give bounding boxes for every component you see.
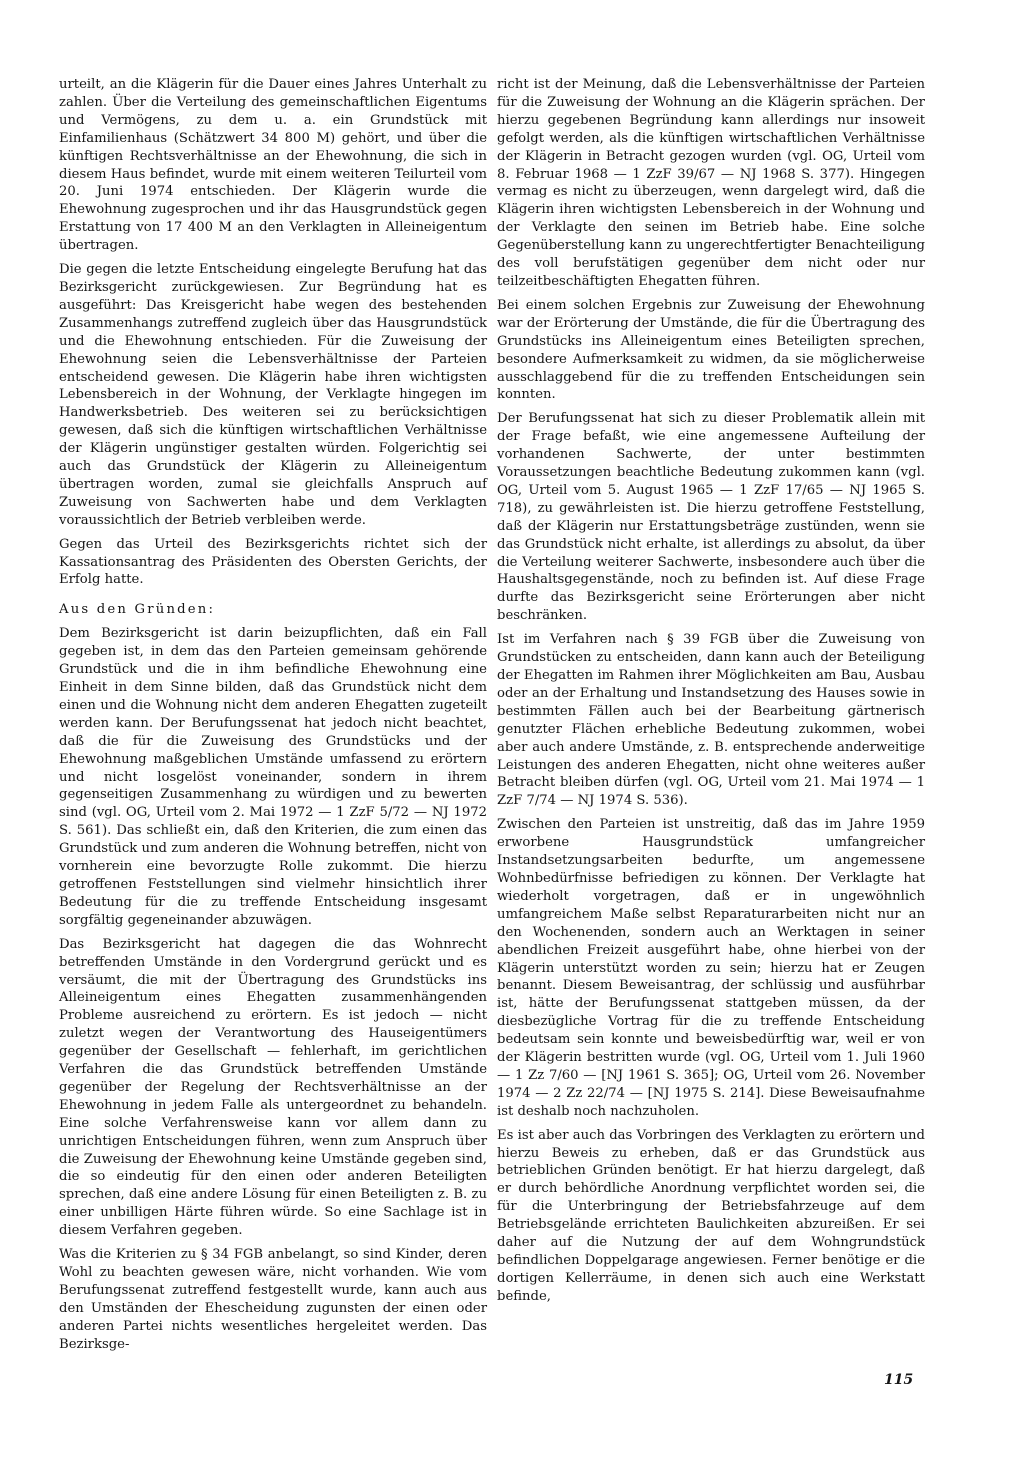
paragraph: Dem Bezirksgericht ist darin beizupflichten, daß ein Fall gegeben ist, in dem das den Parteien gemeinsam gehörende Grundstück und die in ihm befindliche Ehewohnung eine Einheit in dem Sinne bilden, daß das Grundstück nicht dem einen und die Wohnung nicht dem anderen Ehegatten zugeteilt werden kann. Der Berufungssenat hat jedoch nicht beachtet, daß die für die Zuweisung des Grundstücks und der Ehewohnung maßgeblichen Umstände umfassend zu erörtern und nicht losgelöst voneinander, sondern in ihrem gegenseitigen Zusammenhang zu würdigen und zu bewerten sind (vgl. OG, Urteil vom 2. Mai 1972 — 1 ZzF 5/72 — NJ 1972 S. 561). Das schließt ein, daß den Kriterien, die zum einen das Grundstück und zum anderen die Wohnung betreffen, nicht von vornherein eine bevorzugte Rolle zukommt. Die hierzu getroffenen Feststellungen sind vielmehr hinsichtlich ihrer Bedeutung für die zu treffende Entscheidung insgesamt sorgfältig gegeneinander abzuwägen. — [59, 626, 487, 928]
paragraph: Es ist aber auch das Vorbringen des Verklagten zu erörtern und hierzu Beweis zu erheben, daß er das Grundstück aus betrieblichen Gründen benötigt. Er hat hierzu dargelegt, daß er durch behördliche Anordnung verpflichtet worden sei, die für die Unterbringung der Betriebsfahrzeuge auf dem Betriebsgelände errichteten Baulichkeiten abzureißen. Er sei daher auf die Nutzung der auf dem Wohngrundstück befindlichen Doppelgarage angewiesen. Ferner benötige er die dortigen Kellerräume, in denen sich auch eine Werkstatt befinde, — [497, 1127, 925, 1304]
right-column — [497, 76, 925, 1312]
paragraph: Die gegen die letzte Entscheidung eingelegte Berufung hat das Bezirksgericht zurückgewiesen. Zur Begründung hat es ausgeführt: Das Kreisgericht habe wegen des bestehenden Zusammenhangs zutreffend zugleich über das Hausgrundstück und die Ehewohnung entschieden. Für die Zuweisung der Ehewohnung seien die Lebensverhältnisse der Parteien entscheidend gewesen. Die Klägerin habe ihren wichtigsten Lebensbereich in der Wohnung, der Verklagte hingegen im Handwerksbetrieb. Des weiteren sei zu berücksichtigen gewesen, daß sich die künftigen wirtschaftlichen Verhältnisse der Klägerin ungünstiger gestalten würden. Folgerichtig sei auch das Grundstück der Klägerin zu Alleineigentum übertragen worden, zumal sie gleichfalls Anspruch auf Zuweisung von Sachwerten habe und dem Verklagten voraussichtlich der Betrieb verbleiben werde. — [59, 262, 487, 528]
paragraph: Zwischen den Parteien ist unstreitig, daß das im Jahre 1959 erworbene Hausgrundstück umfangreicher Instandsetzungsarbeiten bedurfte, um angemessene Wohnbedürfnisse befriedigen zu können. Der Verklagte hat wiederholt vorgetragen, daß er in ungewöhnlich umfangreichem Maße selbst Reparaturarbeiten nicht nur an den Wochenenden, sondern auch an Werktagen in seiner abendlichen Freizeit ausgeführt habe, ohne hierbei von der Klägerin unterstützt worden zu sein; hierzu hat er Zeugen benannt. Diesem Beweisantrag, der schlüssig und ausführbar ist, hätte der Berufungssenat stattgeben müssen, da der diesbezügliche Vortrag für die zu treffende Entscheidung bedeutsam sein konnte und beweisbedürftig war, weil er von der Klägerin bestritten wurde (vgl. OG, Urteil vom 1. Juli 1960 — 1 Zz 7/60 — [NJ 1961 S. 365]; OG, Urteil vom 26. November 1974 — 2 Zz 22/74 — [NJ 1975 S. 214]. Diese Beweisaufnahme ist deshalb noch nachzuholen. — [497, 817, 925, 1119]
left-column — [59, 76, 487, 1360]
paragraph: Gegen das Urteil des Bezirksgerichts richtet sich der Kassationsantrag des Präsidenten des Obersten Gerichts, der Erfolg hatte. — [59, 536, 487, 588]
paragraph: urteilt, an die Klägerin für die Dauer eines Jahres Unterhalt zu zahlen. Über die Verteilung des gemeinschaftlichen Eigentums und Vermögens, zu dem u. a. ein Grundstück mit Einfamilienhaus (Schätzwert 34 800 M) gehört, und über die künftigen Rechtsverhältnisse an der Ehewohnung, die sich in diesem Haus befindet, wurde mit einem weiteren Teilurteil vom 20. Juni 1974 entschieden. Der Klägerin wurde die Ehewohnung zugesprochen und ihr das Hausgrundstück gegen Erstattung von 17 400 M an den Verklagten in Alleineigentum übertragen. — [59, 77, 487, 254]
paragraph: Ist im Verfahren nach § 39 FGB über die Zuweisung von Grundstücken zu entscheiden, dann kann auch der Beteiligung der Ehegatten im Rahmen ihrer Möglichkeiten am Bau, Ausbau oder an der Erhaltung und Instandsetzung des Hauses sowie in bestimmten Fällen auch bei der Bearbeitung gärtnerisch genutzter Flächen erhebliche Bedeutung zukommen, wobei aber auch andere Umstände, z. B. entsprechende anderweitige Leistungen des anderen Ehegatten, nicht ohne weiteres außer Betracht bleiben dürfen (vgl. OG, Urteil vom 21. Mai 1974 — 1 ZzF 7/74 — NJ 1974 S. 536). — [497, 632, 925, 809]
section-heading: Aus den Gründen: — [59, 602, 216, 618]
paragraph: Das Bezirksgericht hat dagegen die das Wohnrecht betreffenden Umstände in den Vordergrund gerückt und es versäumt, die mit der Übertragung des Grundstücks ins Alleineigentum eines Ehegatten zusammenhängenden Probleme ausreichend zu erörtern. Es ist jedoch — nicht zuletzt wegen der Verantwortung des Hauseigentümers gegenüber der Gesellschaft — fehlerhaft, im gerichtlichen Verfahren die das Grundstück betreffenden Umstände gegenüber der Regelung der Rechtsverhältnisse an der Ehewohnung in jedem Falle als untergeordnet zu behandeln. Eine solche Verfahrensweise kann vor allem dann zu unrichtigen Entscheidungen führen, wenn zum Anspruch über die Zuweisung der Ehewohnung keine Umstände gegeben sind, die so eindeutig für den einen oder anderen Beteiligten sprechen, daß eine andere Lösung für einen Beteiligten z. B. zu einer unbilligen Härte führen würde. So eine Sachlage ist in diesem Verfahren gegeben. — [59, 936, 487, 1239]
paragraph: Der Berufungssenat hat sich zu dieser Problematik allein mit der Frage befaßt, wie eine angemessene Aufteilung der vorhandenen Sachwerte, der unter bestimmten Voraussetzungen beachtliche Bedeutung zukommen kann (vgl. OG, Urteil vom 5. August 1965 — 1 ZzF 17/65 — NJ 1965 S. 718), zu gewährleisten ist. Die hierzu getroffene Feststellung, daß der Klägerin nur Erstattungsbeträge zustünden, wenn sie das Grundstück nicht erhalte, ist allerdings zu absolut, da über die Verteilung weiterer Sachwerte, insbesondere auch über die Haushaltsgegenstände, noch zu befinden ist. Auf diese Frage durfte das Bezirksgericht seine Erörterungen aber nicht beschränken. — [497, 411, 925, 624]
page-number: 115 — [884, 1372, 914, 1388]
paragraph: richt ist der Meinung, daß die Lebensverhältnisse der Parteien für die Zuweisung der Wohnung an die Klägerin sprächen. Der hierzu gegebenen Begründung kann allerdings nur insoweit gefolgt werden, als die künftigen wirtschaftlichen Verhältnisse der Klägerin in Betracht gezogen wurden (vgl. OG, Urteil vom 8. Februar 1968 — 1 ZzF 39/67 — NJ 1968 S. 377). Hingegen vermag es nicht zu überzeugen, wenn dargelegt wird, daß die Klägerin ihren wichtigsten Lebensbereich in der Wohnung und der Verklagte den seinen im Betrieb habe. Eine solche Gegenüberstellung kann zu ungerechtfertigter Benachteiligung des voll berufstätigen gegenüber dem nicht oder nur teilzeitbeschäftigten Ehegatten führen. — [497, 77, 925, 289]
paragraph: Bei einem solchen Ergebnis zur Zuweisung der Ehewohnung war der Erörterung der Umstände, die für die Übertragung des Grundstücks ins Alleineigentum eines Beteiligten sprechen, besondere Aufmerksamkeit zu widmen, da sie möglicherweise ausschlaggebend für die zu treffenden Entscheidungen sein konnten. — [497, 297, 925, 403]
paragraph: Was die Kriterien zu § 34 FGB anbelangt, so sind Kinder, deren Wohl zu beachten gewesen wäre, nicht vorhanden. Wie vom Berufungssenat zutreffend festgestellt wurde, kann auch aus den Umständen der Ehescheidung zugunsten der einen oder anderen Partei nichts wesentliches hergeleitet werden. Das Bezirksge- — [59, 1247, 487, 1352]
